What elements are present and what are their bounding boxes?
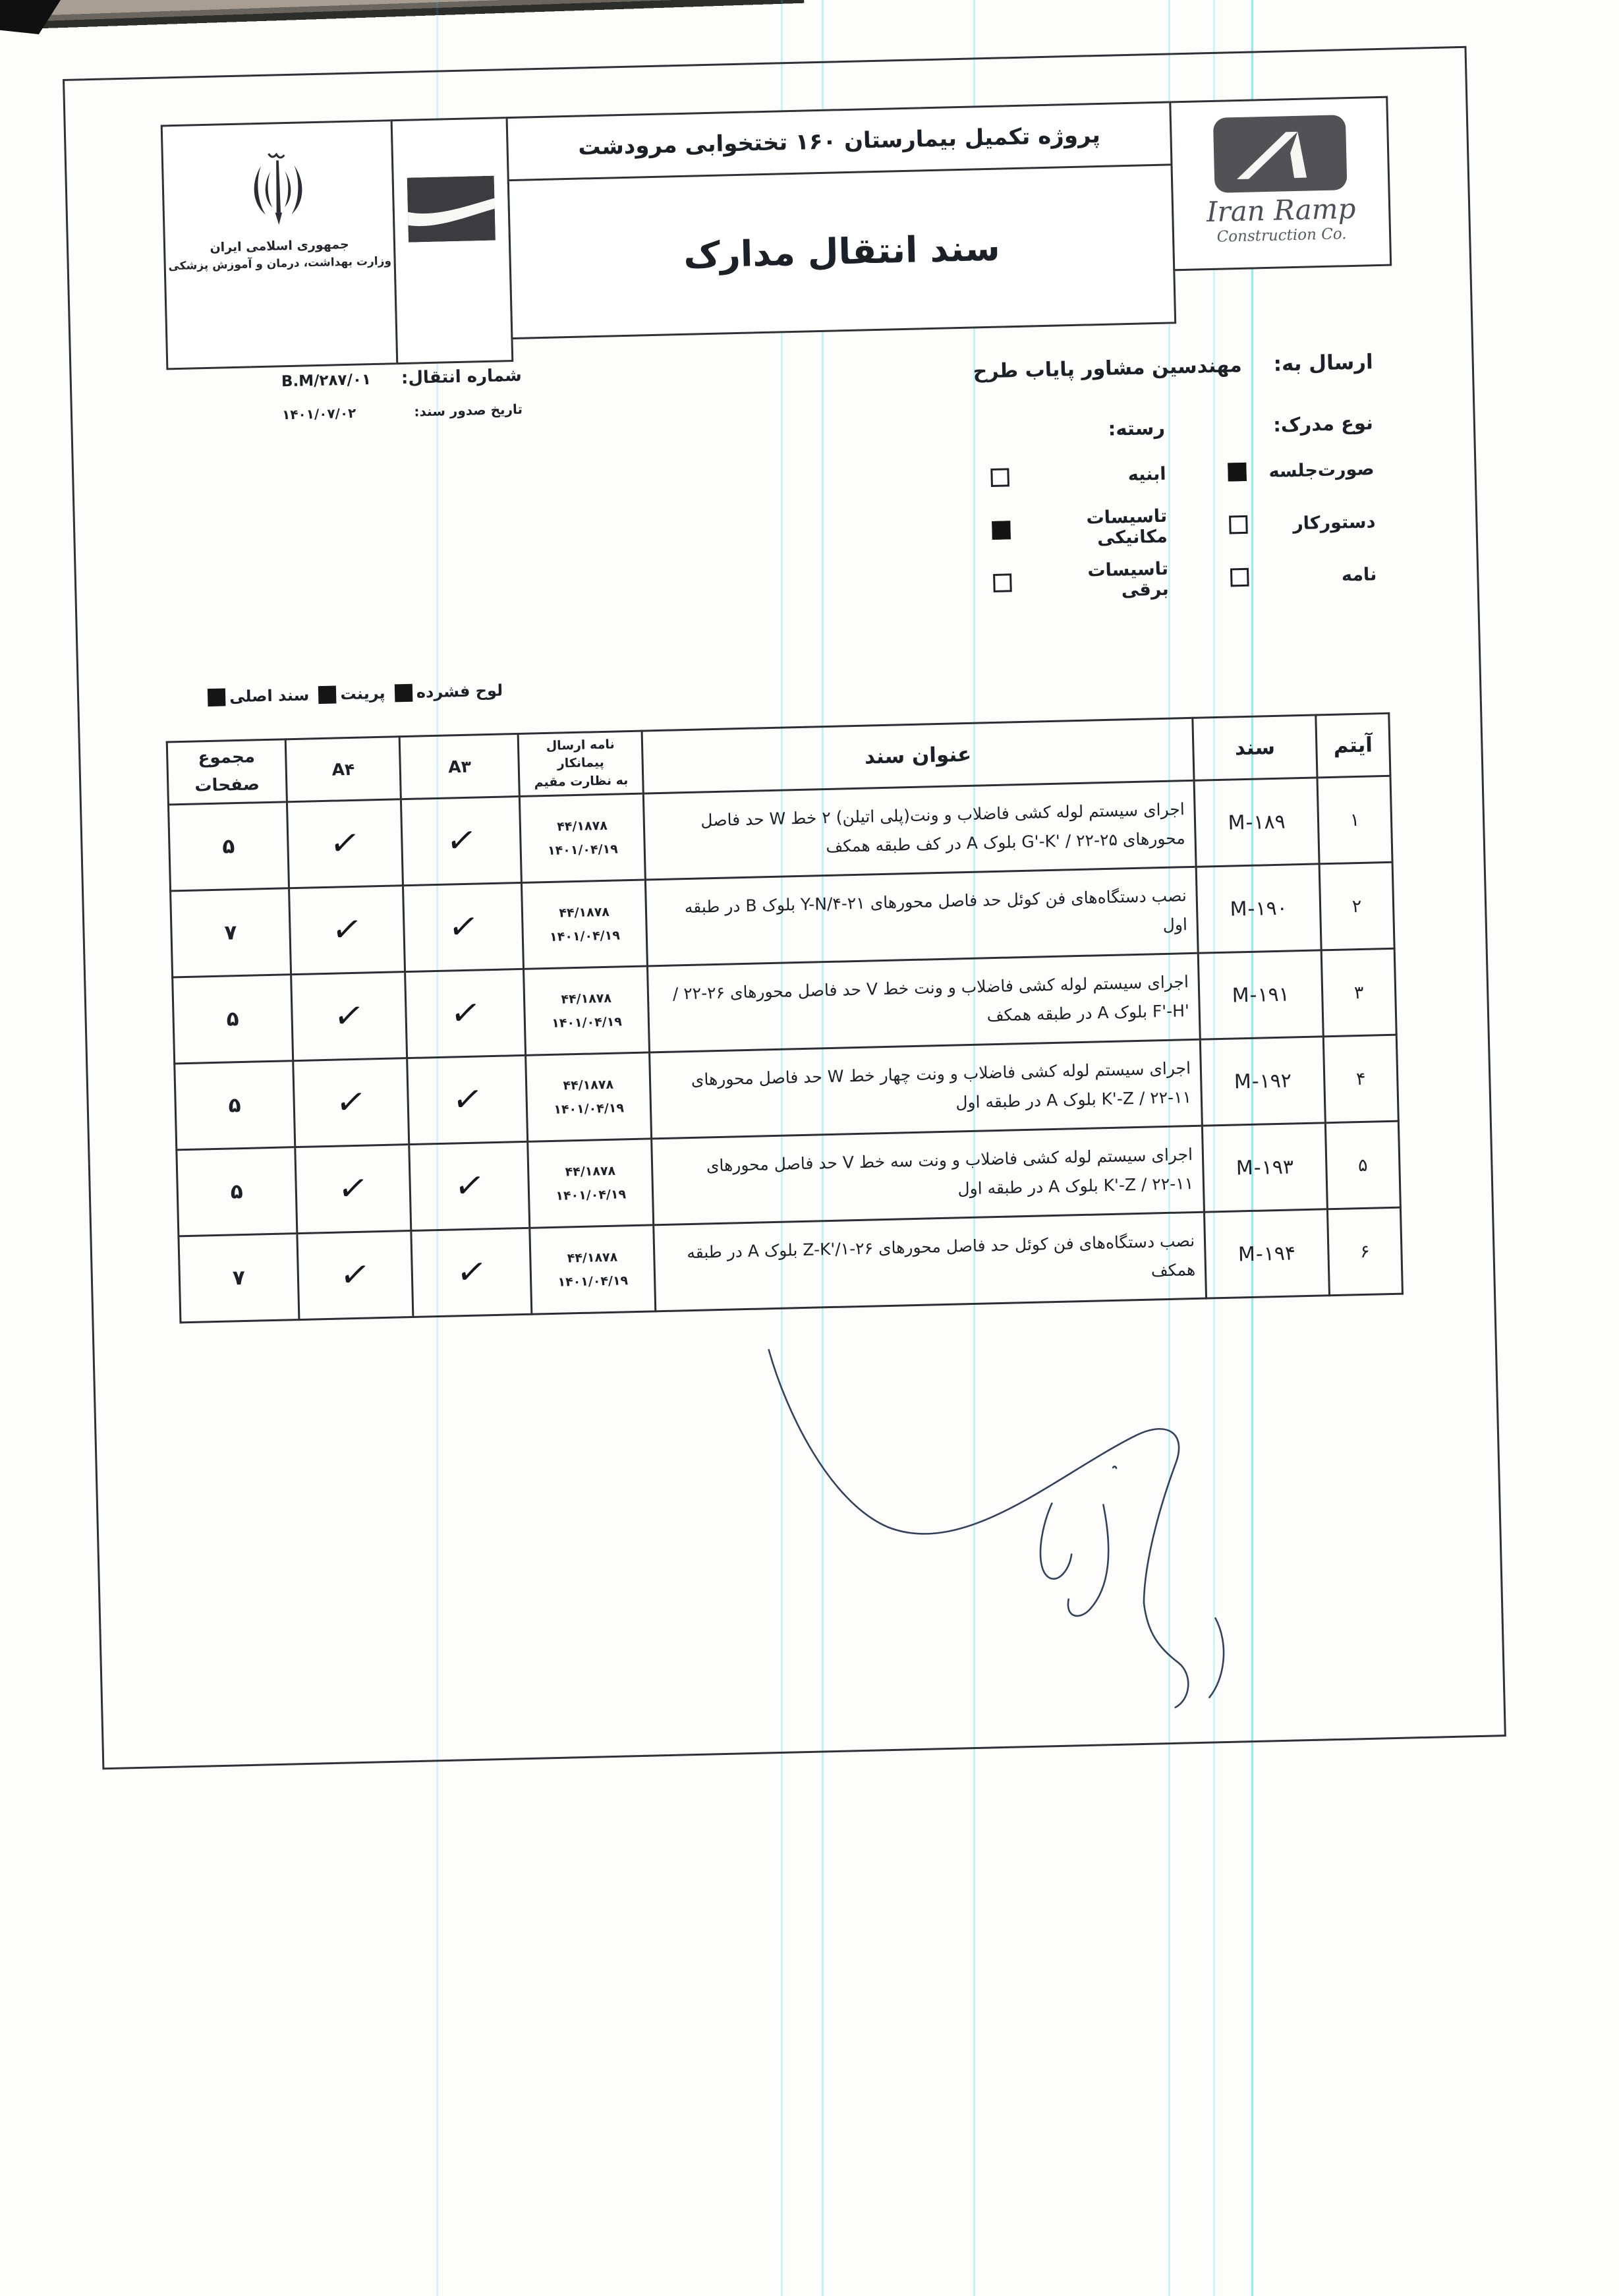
col-header-a3: A۳ [400,733,520,799]
cell-a4-tick [291,972,407,1061]
cell-title: اجرای سیستم لوله کشی فاضلاب و ونت(پلی اتیلن) ۲ خط ‎W‎ حد فاصل محورهای ۲۵-۲۲ / ‎G'-K'‎ بلوک ‎A‎ در کف طبقه همکف [643,780,1196,880]
checkbox-unchecked [1230,568,1249,587]
checkbox-row [990,457,1166,494]
cell-a3-tick [401,796,522,885]
cell-item: ۱ [1317,776,1392,864]
cell-a3-tick [407,1055,528,1144]
legend-item [394,681,503,703]
legend-item [318,684,385,704]
checkbox-unchecked [1229,515,1248,534]
checkbox-label: تاسیسات مکانیکی [1086,505,1168,549]
checkmark-icon: ✓ [443,820,480,862]
checkmark-icon: ✓ [447,992,484,1035]
document-title: سند انتقال مدارک [683,227,1001,276]
col-header-a4: A۴ [285,737,401,802]
send-to-label: ارسال به: [1273,350,1374,376]
legend-item [208,685,310,706]
ministry-line1: جمهوری اسلامی ایران [210,237,349,255]
title-cell [506,101,1177,339]
checkbox-row [992,505,1168,549]
cell-doc: ‎M-۱۹۰‎ [1196,864,1321,953]
col-header-doc: سند [1193,715,1317,780]
transfer-number-row [281,366,523,391]
cell-item: ۵ [1325,1121,1400,1209]
cell-item: ۴ [1323,1035,1398,1123]
col-header-item: آیتم [1316,713,1390,778]
cell-letter-ref: ۴۴/۱۸۷۸ ۱۴۰۱/۰۴/۱۹ [530,1225,656,1314]
cell-a3-tick [409,1141,530,1230]
company-subtitle: Construction Co. [1216,225,1347,246]
secondary-logo-cell [391,117,514,364]
cell-doc: ‎M-۱۹۴‎ [1205,1209,1330,1298]
cell-a4-tick [293,1058,409,1147]
iran-emblem-icon [234,146,323,235]
cell-a4-tick [287,799,403,888]
checkmark-icon: ✓ [327,822,363,865]
cell-letter-ref: ۴۴/۱۸۷۸ ۱۴۰۱/۰۴/۱۹ [522,880,648,969]
cell-item: ۳ [1321,948,1396,1037]
cell-title: اجرای سیستم لوله کشی فاضلاب و ونت سه خط ‎V‎ حد فاصل محورهای ۱۱-۲۲ / ‎K'-Z‎ بلوک ‎A‎ در طبقه اول [652,1126,1205,1225]
checkmark-icon: ✓ [329,909,365,951]
cell-letter-ref: ۴۴/۱۸۷۸ ۱۴۰۱/۰۴/۱۹ [526,1052,652,1141]
checkbox-row [1229,505,1376,541]
checkmark-icon: ✓ [451,1165,488,1207]
issue-date-row [282,401,523,423]
cell-doc: ‎M-۱۹۲‎ [1200,1037,1325,1126]
project-title: پروژه تکمیل بیمارستان ۱۶۰ تختخوابی مرودشت [508,103,1171,181]
checkbox-unchecked [993,573,1012,592]
media-legend [208,681,503,707]
checkbox-label: نامه [1341,563,1377,585]
issue-date-label: تاریخ صدور سند: [414,401,523,420]
documents-table [166,712,1404,1324]
document-border-frame [63,46,1506,1769]
checkmark-icon: ✓ [333,1081,370,1124]
legend-label: سند اصلی [229,685,310,706]
checkbox-row [993,558,1170,601]
cell-total-pages: ۵ [173,975,293,1064]
swoosh-logo-icon [407,176,496,243]
legend-filled-square-icon [318,685,337,704]
col-header-total: مجموع صفحات [167,739,287,805]
category-group [990,416,1170,619]
checkbox-label: ابنیه [1127,463,1166,485]
transfer-info-block [281,366,523,423]
company-name: Iran Ramp [1206,192,1356,229]
checkmark-icon: ✓ [337,1254,374,1296]
cell-letter-ref: ۴۴/۱۸۷۸ ۱۴۰۱/۰۴/۱۹ [528,1139,654,1228]
document-header [163,96,1394,370]
cell-doc: ‎M-۱۹۳‎ [1203,1123,1328,1212]
checkbox-unchecked [990,468,1009,487]
cell-doc: ‎M-۱۸۹‎ [1194,778,1319,867]
cell-letter-ref: ۴۴/۱۸۷۸ ۱۴۰۱/۰۴/۱۹ [520,793,646,882]
checkmark-icon: ✓ [331,995,368,1037]
cell-title: نصب دستگاه‌های فن کوئل حد فاصل محورهای ۲۶-۱/‎Z-K'‎ بلوک ‎A‎ در طبقه همکف [654,1212,1207,1311]
legend-filled-square-icon [208,688,226,706]
cell-item: ۶ [1327,1207,1402,1296]
checkmark-icon: ✓ [453,1251,490,1294]
transfer-number-value: B.M/۲۸۷/۰۱ [281,371,372,391]
cell-a4-tick [297,1231,414,1320]
checkbox-label: صورت‌جلسه [1268,458,1375,482]
cell-total-pages: ۵ [175,1061,295,1150]
legend-filled-square-icon [394,683,412,702]
cell-a4-tick [295,1145,412,1234]
cell-doc: ‎M-۱۹۱‎ [1198,950,1323,1039]
checkbox-label: تاسیسات برقی [1087,558,1170,601]
send-to-row [973,350,1373,383]
doc-type-group [1226,411,1377,614]
checkbox-checked [992,521,1011,540]
transfer-number-label: شماره انتقال: [401,365,523,389]
cell-title: اجرای سیستم لوله کشی فاضلاب و ونت خط ‎V‎ حد فاصل محورهای ۲۶-۲۲ / ‎F'-H'‎ بلوک ‎A‎ در طبقه همکف [647,953,1200,1052]
checkmark-icon: ✓ [335,1168,372,1210]
cell-total-pages: ۵ [177,1147,297,1236]
doc-type-label: نوع مدرک: [1272,411,1374,436]
iran-ramp-logo-icon [1211,113,1348,194]
cell-item: ۲ [1319,862,1394,950]
cell-a3-tick [403,882,524,971]
col-header-letter: نامه ارسال پیمانکار به نظارت مقیم [518,731,643,796]
ministry-logo-cell [161,119,399,370]
cell-a4-tick [289,886,405,975]
company-logo-cell [1169,96,1392,272]
checkbox-label: دستورکار [1292,511,1376,534]
cell-a3-tick [405,969,526,1058]
checkbox-row [1228,452,1375,488]
send-to-value: مهندسین مشاور پایاب طرح [973,353,1243,384]
cell-letter-ref: ۴۴/۱۸۷۸ ۱۴۰۱/۰۴/۱۹ [524,966,650,1055]
checkmark-icon: ✓ [449,1079,486,1121]
issue-date-value: ۱۴۰۱/۰۷/۰۲ [281,405,356,423]
cell-a3-tick [411,1228,532,1317]
checkmark-icon: ✓ [445,906,482,948]
cell-total-pages: ۷ [171,888,291,977]
ministry-line2: وزارت بهداشت، درمان و آموزش پزشکی [168,254,392,273]
checkbox-checked [1228,463,1247,482]
col-header-title: عنوان سند [642,718,1194,793]
checkbox-row [1230,558,1377,594]
handwritten-signature [743,1329,1254,1762]
legend-label: پرینت [340,683,385,704]
cell-total-pages: ۷ [179,1234,299,1323]
legend-label: لوح فشرده [416,681,503,702]
category-label: رسته: [1108,416,1166,440]
cell-total-pages: ۵ [168,802,289,891]
cell-title: اجرای سیستم لوله کشی فاضلاب و ونت چهار خط ‎W‎ حد فاصل محورهای ۱۱-۲۲ / ‎K'-Z‎ بلوک ‎A‎ در طبقه اول [650,1039,1203,1139]
cell-title: نصب دستگاه‌های فن کوئل حد فاصل محورهای ۲۱-۴/‎Y-N‎ بلوک ‎B‎ در طبقه اول [645,867,1198,966]
